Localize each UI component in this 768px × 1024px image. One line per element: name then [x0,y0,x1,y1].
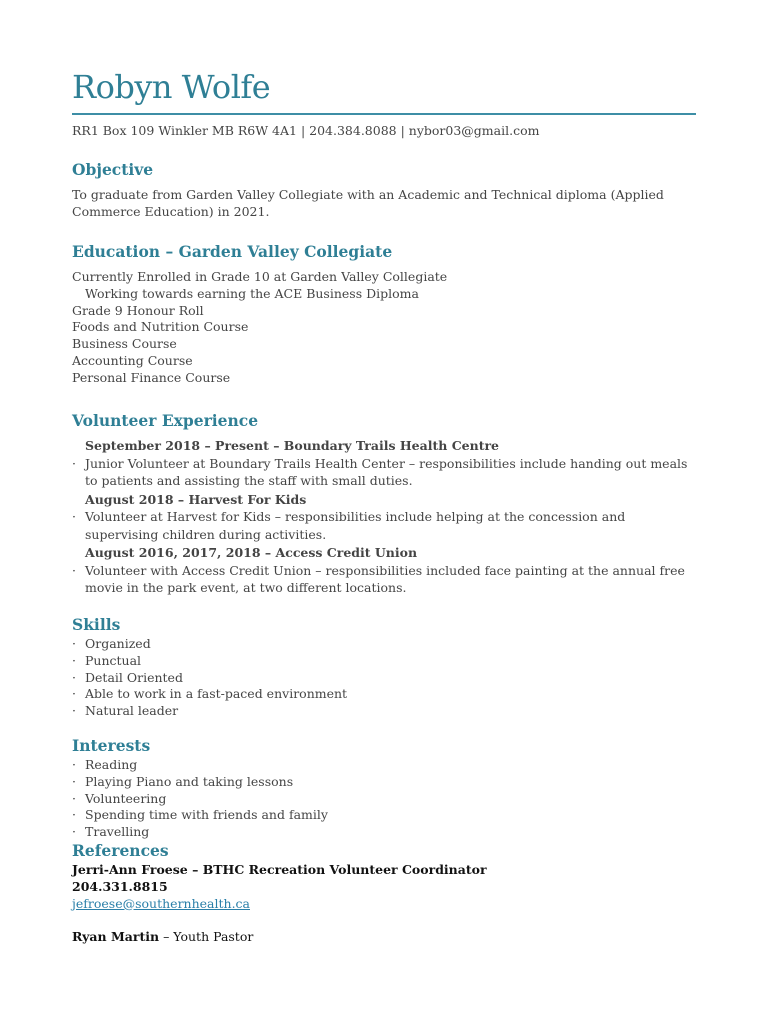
bullet-icon: · [72,636,76,651]
list-item [72,686,692,703]
bullet-icon: · [72,703,76,719]
skill-label: Able to work in a fast-paced environment [85,686,348,702]
reference-name-line [72,862,692,879]
volunteer-entry-description: Volunteer at Harvest for Kids – responsibilities include helping at the concession and supervising children during activities. [85,509,626,542]
skill-label: Organized [85,636,151,651]
education-heading: Education – Garden Valley Collegiate [72,242,393,261]
list-item [72,636,692,653]
reference-role: – BTHC Recreation Volunteer Coordinator [187,862,487,877]
skills-list [72,636,692,720]
skill-label: Natural leader [85,703,179,719]
volunteer-entry-title: August 2018 – Harvest For Kids [85,491,307,507]
header-rule [72,113,696,115]
volunteer-entry-description: Junior Volunteer at Boundary Trails Health Center – responsibilities include handing out meals to patients and assisting the staff with small duties. [85,455,688,488]
bullet-icon: · [72,509,76,524]
volunteer-entry [72,562,692,597]
list-item [72,774,692,791]
list-item [72,670,692,687]
reference-name-line [72,929,692,946]
reference-phone: 204.331.8815 [72,878,168,894]
volunteer-entry [72,455,692,490]
education-line: Accounting Course [72,352,193,368]
skills-heading: Skills [72,615,121,634]
resume-name: Robyn Wolfe [72,68,271,106]
list-item [72,791,692,808]
list-item [72,703,692,720]
references-heading: References [72,841,169,860]
interest-label: Playing Piano and taking lessons [85,773,294,789]
interest-label: Spending time with friends and family [85,807,328,823]
bullet-icon: · [72,455,76,471]
reference-role: – Youth Pastor [159,929,254,944]
contact-info: RR1 Box 109 Winkler MB R6W 4A1 | 204.384.8088 | nybor03@gmail.com [72,123,540,138]
volunteer-list [72,437,692,597]
reference-1 [72,862,692,912]
volunteer-entry-description: Volunteer with Access Credit Union – responsibilities included face painting at the annual free movie in the park event, at two different locations. [85,562,685,595]
bullet-icon: · [72,790,76,806]
bullet-icon: · [72,686,76,702]
interests-list [72,757,692,841]
list-item [72,757,692,774]
bullet-icon: · [72,652,76,668]
interests-heading: Interests [72,736,151,755]
objective-text: To graduate from Garden Valley Collegiate with an Academic and Technical diploma (Applied Commerce Education) in 2021. [72,187,664,219]
list-item [72,824,692,841]
bullet-icon: · [72,824,76,840]
reference-2 [72,929,692,946]
interest-label: Reading [85,757,138,772]
education-line: Foods and Nutrition Course [72,319,249,335]
skill-label: Punctual [85,652,142,668]
education-line: Business Course [72,336,177,352]
reference-name: Jerri-Ann Froese [72,862,188,877]
education-line: Personal Finance Course [72,369,231,385]
volunteer-heading: Volunteer Experience [72,411,259,430]
reference-email-link[interactable]: jefroese@southernhealth.ca [72,895,250,911]
volunteer-entry [72,508,692,543]
reference-name: Ryan Martin [72,929,160,944]
bullet-icon: · [72,773,76,789]
education-line: Currently Enrolled in Grade 10 at Garden Valley Collegiate [72,269,448,284]
volunteer-entry-title: September 2018 – Present – Boundary Trails Health Centre [85,438,500,453]
bullet-icon: · [72,562,76,578]
volunteer-entry-title: August 2016, 2017, 2018 – Access Credit Union [85,545,418,560]
list-item [72,807,692,824]
bullet-icon: · [72,807,76,823]
bullet-icon: · [72,757,76,772]
education-line: Grade 9 Honour Roll [72,302,204,318]
list-item [72,653,692,670]
bullet-icon: · [72,669,76,685]
education-line: Working towards earning the ACE Business Diploma [85,285,419,301]
interest-label: Volunteering [85,790,167,806]
objective-heading: Objective [72,160,154,179]
skill-label: Detail Oriented [85,669,183,685]
interest-label: Travelling [85,824,150,840]
education-list [72,269,692,387]
